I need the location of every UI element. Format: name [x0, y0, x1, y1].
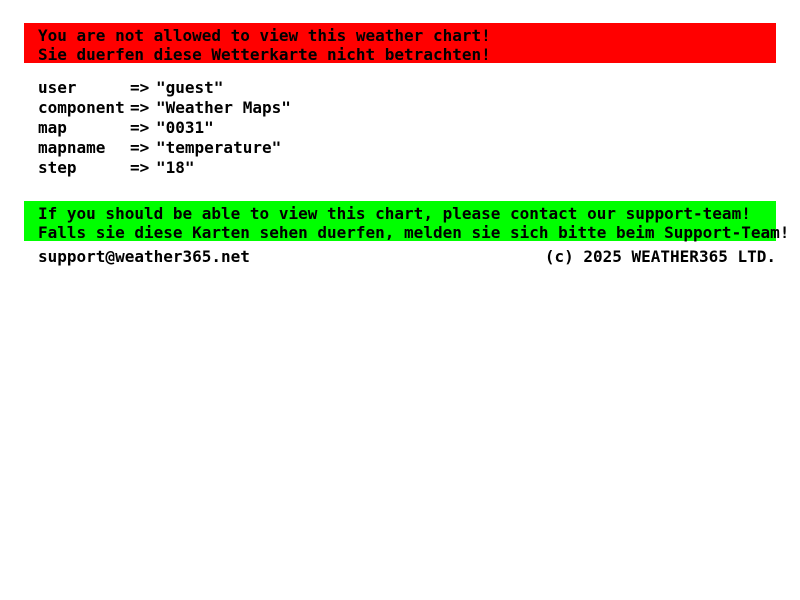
- error-line-en: You are not allowed to view this weather chart!: [38, 26, 491, 45]
- request-row: [38, 98, 291, 118]
- request-row: [38, 78, 291, 98]
- arrow-symbol: =>: [130, 98, 150, 117]
- support-banner: [24, 201, 790, 242]
- arrow-symbol: =>: [130, 158, 150, 177]
- error-line-de: Sie duerfen diese Wetterkarte nicht betrachten!: [38, 45, 491, 64]
- request-details: [38, 78, 291, 178]
- error-banner: [24, 23, 776, 63]
- arrow-symbol: =>: [130, 138, 150, 157]
- request-key: component: [38, 98, 125, 117]
- request-key: step: [38, 158, 77, 177]
- arrow-symbol: =>: [130, 78, 150, 97]
- footer: [38, 247, 776, 267]
- request-value: "18": [156, 158, 195, 177]
- support-email: support@weather365.net: [38, 247, 250, 266]
- request-value: "guest": [156, 78, 224, 97]
- request-row: [38, 158, 291, 178]
- support-line-en: If you should be able to view this chart, please contact our support-team!: [38, 204, 751, 223]
- copyright-notice: (c) 2025 WEATHER365 LTD.: [544, 247, 776, 266]
- request-key: map: [38, 118, 67, 137]
- arrow-symbol: =>: [130, 118, 150, 137]
- support-line-de: Falls sie diese Karten sehen duerfen, melden sie sich bitte beim Support-Team!: [38, 223, 790, 242]
- request-key: user: [38, 78, 77, 97]
- request-row: [38, 138, 291, 158]
- request-row: [38, 118, 291, 138]
- request-key: mapname: [38, 138, 106, 157]
- request-value: "0031": [156, 118, 214, 137]
- request-value: "Weather Maps": [156, 98, 291, 117]
- request-value: "temperature": [156, 138, 282, 157]
